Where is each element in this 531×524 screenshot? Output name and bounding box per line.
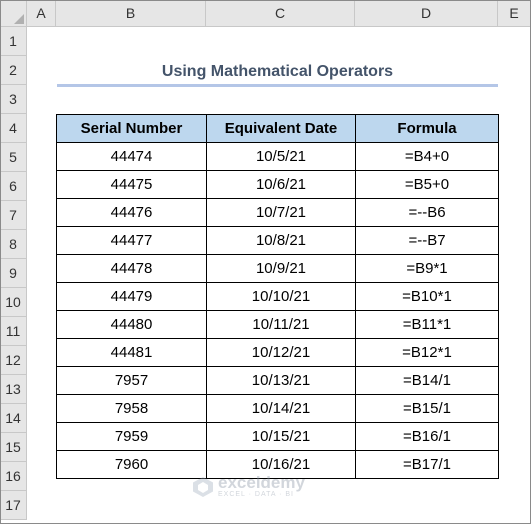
- cell-equivalent-date[interactable]: 10/11/21: [207, 311, 356, 339]
- row-header-6[interactable]: 6: [0, 172, 27, 201]
- column-header-d[interactable]: D: [355, 0, 498, 27]
- watermark-name: exceldemy: [218, 473, 305, 492]
- row-header-13[interactable]: 13: [0, 375, 27, 404]
- cell-formula[interactable]: =B15/1: [356, 395, 499, 423]
- cell-formula[interactable]: =B4+0: [356, 143, 499, 171]
- cell-serial-number[interactable]: 7960: [57, 451, 207, 479]
- cell-formula[interactable]: =B12*1: [356, 339, 499, 367]
- table-row: [57, 367, 499, 395]
- cell-serial-number[interactable]: 44475: [57, 171, 207, 199]
- cell-equivalent-date[interactable]: 10/7/21: [207, 199, 356, 227]
- table-row: [57, 171, 499, 199]
- exceldemy-logo-icon: [192, 476, 214, 498]
- table-row: [57, 395, 499, 423]
- row-header-12[interactable]: 12: [0, 346, 27, 375]
- cell-serial-number[interactable]: 44474: [57, 143, 207, 171]
- row-header-3[interactable]: 3: [0, 85, 27, 114]
- select-all-icon: [14, 14, 24, 24]
- row-header-15[interactable]: 15: [0, 433, 27, 462]
- cell-formula[interactable]: =B17/1: [356, 451, 499, 479]
- watermark-tagline: EXCEL · DATA · BI: [218, 491, 294, 498]
- row-header-5[interactable]: 5: [0, 143, 27, 172]
- exceldemy-watermark: [192, 475, 305, 498]
- column-header-e[interactable]: E: [498, 0, 531, 27]
- row-header-1[interactable]: 1: [0, 27, 27, 56]
- cell-equivalent-date[interactable]: 10/16/21: [207, 451, 356, 479]
- cell-equivalent-date[interactable]: 10/15/21: [207, 423, 356, 451]
- table-row: [57, 423, 499, 451]
- cell-serial-number[interactable]: 7958: [57, 395, 207, 423]
- table-header-row: [57, 115, 499, 143]
- header-serial-number[interactable]: Serial Number: [57, 115, 207, 143]
- table-row: [57, 283, 499, 311]
- cell-formula[interactable]: =B10*1: [356, 283, 499, 311]
- cell-equivalent-date[interactable]: 10/12/21: [207, 339, 356, 367]
- table-row: [57, 143, 499, 171]
- table-row: [57, 227, 499, 255]
- row-header-2[interactable]: 2: [0, 56, 27, 85]
- table-row: [57, 339, 499, 367]
- row-header-16[interactable]: 16: [0, 462, 27, 491]
- select-all-corner[interactable]: [0, 0, 27, 27]
- title-underline: [57, 84, 498, 87]
- row-header-4[interactable]: 4: [0, 114, 27, 143]
- cell-serial-number[interactable]: 44480: [57, 311, 207, 339]
- column-header-a[interactable]: A: [27, 0, 56, 27]
- data-table: [56, 114, 499, 479]
- row-header-7[interactable]: 7: [0, 201, 27, 230]
- cell-equivalent-date[interactable]: 10/10/21: [207, 283, 356, 311]
- table-row: [57, 255, 499, 283]
- cell-serial-number[interactable]: 44481: [57, 339, 207, 367]
- column-header-b[interactable]: B: [56, 0, 206, 27]
- column-header-c[interactable]: C: [206, 0, 355, 27]
- header-equivalent-date[interactable]: Equivalent Date: [207, 115, 356, 143]
- cell-equivalent-date[interactable]: 10/5/21: [207, 143, 356, 171]
- cell-formula[interactable]: =B5+0: [356, 171, 499, 199]
- cell-formula[interactable]: =B11*1: [356, 311, 499, 339]
- cell-serial-number[interactable]: 44478: [57, 255, 207, 283]
- sheet-title[interactable]: Using Mathematical Operators: [161, 63, 394, 80]
- cell-serial-number[interactable]: 44477: [57, 227, 207, 255]
- row-header-9[interactable]: 9: [0, 259, 27, 288]
- cell-equivalent-date[interactable]: 10/13/21: [207, 367, 356, 395]
- row-header-14[interactable]: 14: [0, 404, 27, 433]
- cell-formula[interactable]: =B14/1: [356, 367, 499, 395]
- cell-serial-number[interactable]: 7957: [57, 367, 207, 395]
- cell-equivalent-date[interactable]: 10/6/21: [207, 171, 356, 199]
- cell-serial-number[interactable]: 7959: [57, 423, 207, 451]
- cell-equivalent-date[interactable]: 10/8/21: [207, 227, 356, 255]
- cell-formula[interactable]: =B16/1: [356, 423, 499, 451]
- cell-serial-number[interactable]: 44476: [57, 199, 207, 227]
- row-header-8[interactable]: 8: [0, 230, 27, 259]
- table-row: [57, 311, 499, 339]
- cell-equivalent-date[interactable]: 10/9/21: [207, 255, 356, 283]
- cell-formula[interactable]: =--B7: [356, 227, 499, 255]
- cell-equivalent-date[interactable]: 10/14/21: [207, 395, 356, 423]
- table-row: [57, 199, 499, 227]
- cell-formula[interactable]: =--B6: [356, 199, 499, 227]
- cell-serial-number[interactable]: 44479: [57, 283, 207, 311]
- header-formula[interactable]: Formula: [356, 115, 499, 143]
- row-header-17[interactable]: 17: [0, 491, 27, 520]
- row-header-10[interactable]: 10: [0, 288, 27, 317]
- cell-formula[interactable]: =B9*1: [356, 255, 499, 283]
- row-header-11[interactable]: 11: [0, 317, 27, 346]
